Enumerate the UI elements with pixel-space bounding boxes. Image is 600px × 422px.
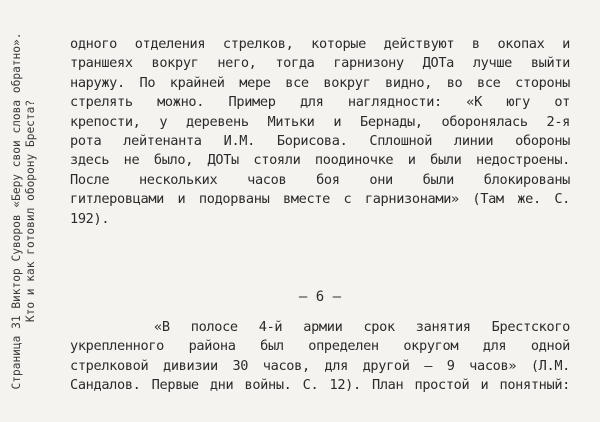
text-line: «В полосе 4-й армии срок занятия Брестского: [70, 319, 570, 335]
text-line: стрелять можно. Пример для наглядности: «К югу от: [70, 94, 570, 111]
text-line: 192).: [70, 210, 110, 227]
text-line: крепости, у деревень Митьки и Бернады, оборонялась 2-я: [70, 113, 570, 130]
page-number: – 6 –: [298, 289, 342, 305]
text-line: здесь не было, ДОТы стояли поодиночке и были недостроены.: [70, 152, 570, 169]
text-block-bottom: [70, 318, 570, 396]
text-line: Сандалов. Первые дни войны. С. 12). План простой и понятный:: [70, 377, 570, 394]
running-header-text: [10, 11, 38, 411]
text-line: укрепленного района был определен округом для одной: [70, 338, 570, 355]
text-line: После нескольких часов боя они были блокированы: [70, 171, 570, 188]
text-line: траншеях вокруг него, тогда гарнизону ДОТа лучше выйти: [70, 55, 570, 72]
text-line: наружу. По крайней мере все вокруг видно, во все стороны: [70, 74, 570, 91]
running-header-line-1: Страница 31 Виктор Суворов «Беру свои слова обратно».: [10, 32, 23, 390]
text-line: рота лейтенанта И.М. Борисова. Сплошной линии обороны: [70, 133, 570, 150]
running-header: [2, 0, 46, 422]
text-line: одного отделения стрелков, которые действуют в окопах и: [70, 36, 570, 52]
text-line: гитлеровцами и подорваны вместе с гарнизонами» (Там же. С.: [70, 191, 570, 208]
running-header-line-2: Кто и как готовил оборону Бреста?: [24, 99, 37, 323]
text-line: стрелковой дивизии 30 часов, для другой – 9 часов» (Л.М.: [70, 357, 570, 374]
text-block-top: [70, 35, 570, 229]
